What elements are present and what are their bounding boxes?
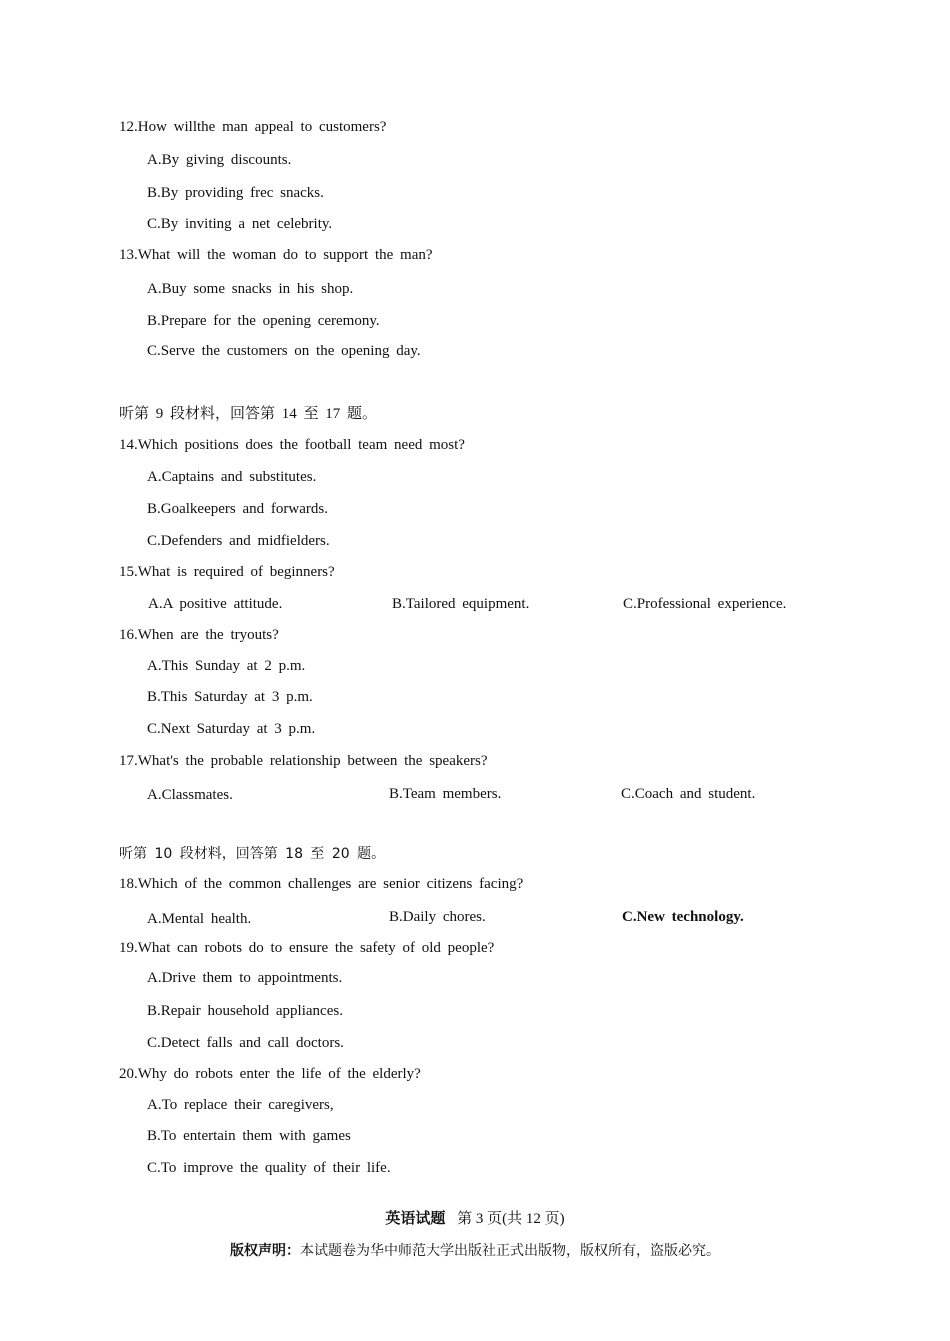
question-12: 12.How willthe man appeal to customers?: [119, 119, 387, 135]
q15-option-b: B.Tailored equipment.: [392, 596, 530, 612]
question-19: 19.What can robots do to ensure the safety of old people?: [119, 940, 495, 956]
q20-option-c: C.To improve the quality of their life.: [147, 1160, 391, 1176]
copyright-notice: [0, 1240, 950, 1260]
q20-option-b: B.To entertain them with games: [147, 1128, 351, 1144]
question-14: 14.Which positions does the football team need most?: [119, 437, 465, 453]
q19-option-b: B.Repair household appliances.: [147, 1003, 343, 1019]
q18-option-c: C.New technology.: [622, 909, 744, 925]
q13-option-b: B.Prepare for the opening ceremony.: [147, 313, 380, 329]
q18-option-b: B.Daily chores.: [389, 909, 486, 925]
q17-option-b: B.Team members.: [389, 786, 502, 802]
q16-option-b: B.This Saturday at 3 p.m.: [147, 689, 313, 705]
q19-option-c: C.Detect falls and call doctors.: [147, 1035, 344, 1051]
q20-option-a: A.To replace their caregivers,: [147, 1097, 334, 1113]
footer-subject: 英语试题: [385, 1211, 446, 1227]
question-16: 16.When are the tryouts?: [119, 627, 279, 643]
page-footer: [0, 1207, 950, 1228]
section-10-heading: 听第 10 段材料，回答第 18 至 20 题。: [119, 846, 386, 862]
q14-option-a: A.Captains and substitutes.: [147, 469, 317, 485]
q16-option-c: C.Next Saturday at 3 p.m.: [147, 721, 316, 737]
question-20: 20.Why do robots enter the life of the elderly?: [119, 1066, 421, 1082]
q16-option-a: A.This Sunday at 2 p.m.: [147, 658, 306, 674]
q15-option-a: A.A positive attitude.: [148, 596, 283, 612]
question-17: 17.What's the probable relationship between the speakers?: [119, 753, 488, 769]
copyright-label: 版权声明：: [230, 1243, 300, 1259]
q17-option-c: C.Coach and student.: [621, 786, 756, 802]
q12-option-a: A.By giving discounts.: [147, 152, 292, 168]
q19-option-a: A.Drive them to appointments.: [147, 970, 343, 986]
q12-option-b: B.By providing frec snacks.: [147, 185, 324, 201]
q15-option-c: C.Professional experience.: [623, 596, 787, 612]
footer-page-number: 第 3 页(共 12 页): [457, 1211, 565, 1227]
question-13: 13.What will the woman do to support the man?: [119, 247, 433, 263]
q13-option-c: C.Serve the customers on the opening day.: [147, 343, 421, 359]
question-18: 18.Which of the common challenges are senior citizens facing?: [119, 876, 524, 892]
q14-option-b: B.Goalkeepers and forwards.: [147, 501, 328, 517]
q14-option-c: C.Defenders and midfielders.: [147, 533, 330, 549]
section-9-heading: 听第 9 段材料，回答第 14 至 17 题。: [119, 406, 378, 422]
question-15: 15.What is required of beginners?: [119, 564, 335, 580]
q12-option-c: C.By inviting a net celebrity.: [147, 216, 333, 232]
q17-option-a: A.Classmates.: [147, 787, 233, 803]
copyright-text: 本试题卷为华中师范大学出版社正式出版物，版权所有，盗版必究。: [300, 1244, 720, 1259]
q13-option-a: A.Buy some snacks in his shop.: [147, 281, 354, 297]
q18-option-a: A.Mental health.: [147, 911, 252, 927]
